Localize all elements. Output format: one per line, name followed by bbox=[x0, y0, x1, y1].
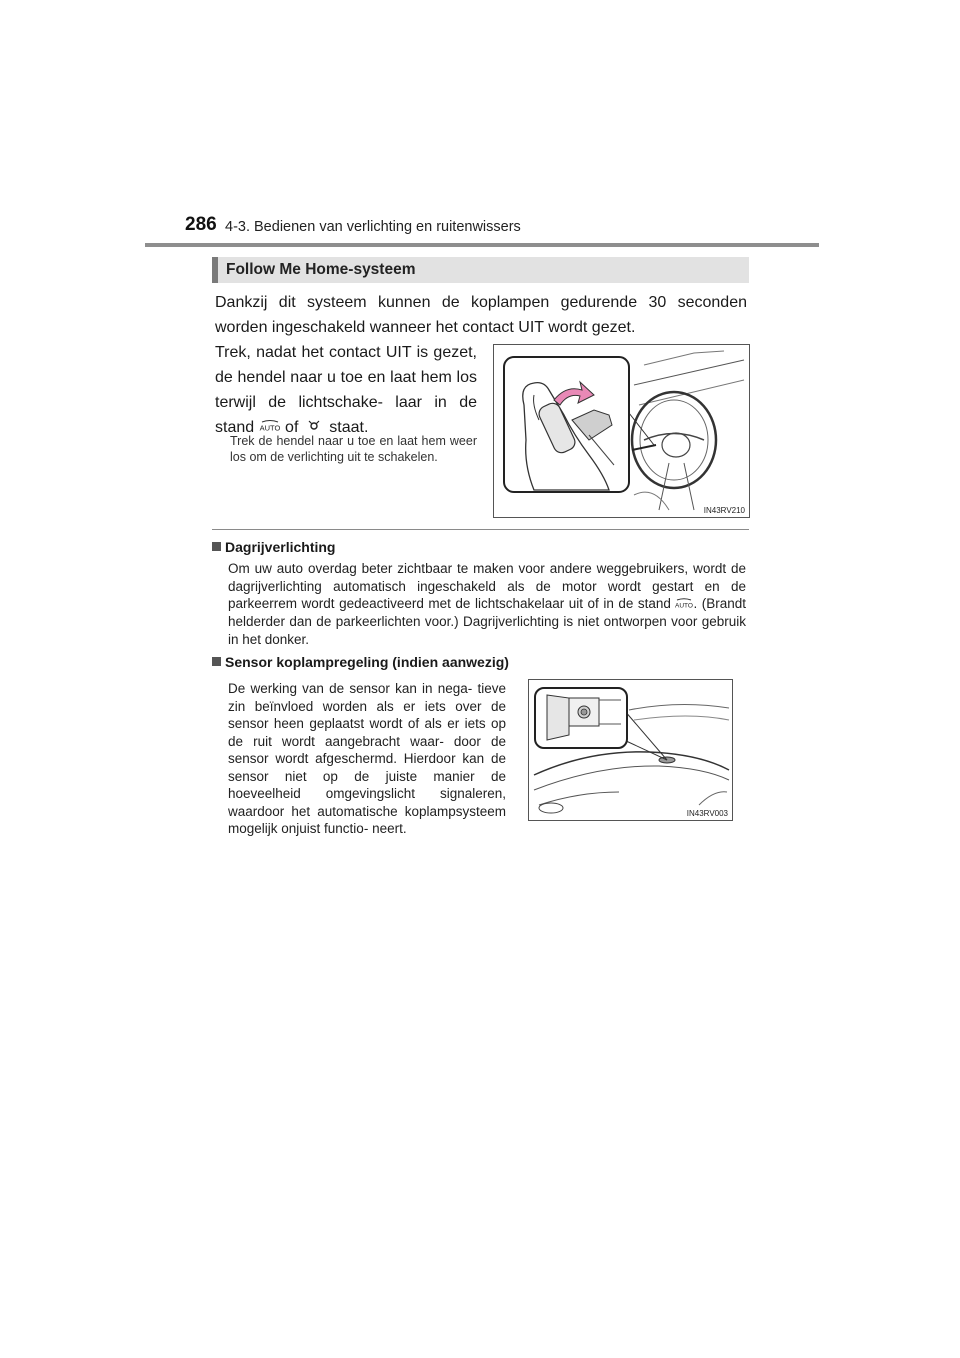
header-rule bbox=[145, 243, 819, 247]
section-accent bbox=[212, 257, 218, 283]
instruction-mid: of bbox=[285, 419, 299, 436]
steering-lever-drawing bbox=[494, 345, 749, 517]
drl-paragraph bbox=[228, 560, 746, 648]
lever-illustration bbox=[493, 344, 750, 518]
section-heading-bar bbox=[212, 257, 749, 283]
auto-headlight-icon bbox=[675, 596, 693, 614]
sensor-heading bbox=[212, 654, 509, 670]
section-intro: Dankzij dit systeem kunnen de koplampen gedurende 30 seconden worden ingeschakeld wanneer het contact UIT wordt gezet. bbox=[215, 294, 747, 336]
section-title: Follow Me Home-systeem bbox=[226, 261, 416, 278]
figure-code: IN43RV003 bbox=[686, 809, 728, 818]
instruction-text bbox=[215, 340, 477, 440]
page-number: 286 bbox=[185, 214, 217, 235]
drl-text-after: . (Brandt helderder dan de parkeerlichten voor.) Dagrijverlichting is niet ontworpen voor gebruik in het donker. bbox=[228, 596, 746, 647]
svg-text:AUTO: AUTO bbox=[675, 602, 694, 609]
chapter-title: 4-3. Bedienen van verlichting en ruitenwissers bbox=[225, 219, 521, 235]
instruction-note: Trek de hendel naar u toe en laat hem weer los om de verlichting uit te schakelen. bbox=[230, 434, 477, 464]
windshield-sensor-drawing bbox=[529, 680, 732, 820]
section-divider bbox=[212, 529, 749, 530]
bullet-square-icon bbox=[212, 542, 221, 551]
drl-text-before: Om uw auto overdag beter zichtbaar te maken voor andere weggebruikers, wordt de dagrijverlichting automatisch ingeschakeld als de motor wordt gestart en de parkeerrem wordt gedeactiveerd met de lichtschakelaar uit of in de stand bbox=[228, 561, 746, 611]
sensor-paragraph: De werking van de sensor kan in nega- tieve zin beïnvloed worden als er iets over de sensor heen geplaatst wordt of als er iets op de ruit wordt aangebracht waar- door de sensor wordt afgeschermd. Hierdoor kan de sensor niet op de juiste manier de hoeveelheid omgevingslicht signaleren, waardoor het automatische koplampsysteem mogelijk onjuist functio- neert. bbox=[228, 681, 506, 836]
instruction-end: staat. bbox=[329, 419, 369, 436]
bullet-square-icon bbox=[212, 657, 221, 666]
instruction-start: Trek, nadat het contact UIT is gezet, de hendel naar u toe en laat hem los terwijl de lichtschake- laar in de stand bbox=[215, 344, 477, 436]
drl-heading bbox=[212, 539, 335, 555]
figure-code: IN43RV210 bbox=[703, 506, 745, 515]
svg-text:AUTO: AUTO bbox=[259, 423, 280, 433]
drl-heading-text: Dagrijverlichting bbox=[225, 539, 336, 555]
sensor-illustration bbox=[528, 679, 733, 821]
sensor-heading-text: Sensor koplampregeling (indien aanwezig) bbox=[225, 654, 509, 670]
